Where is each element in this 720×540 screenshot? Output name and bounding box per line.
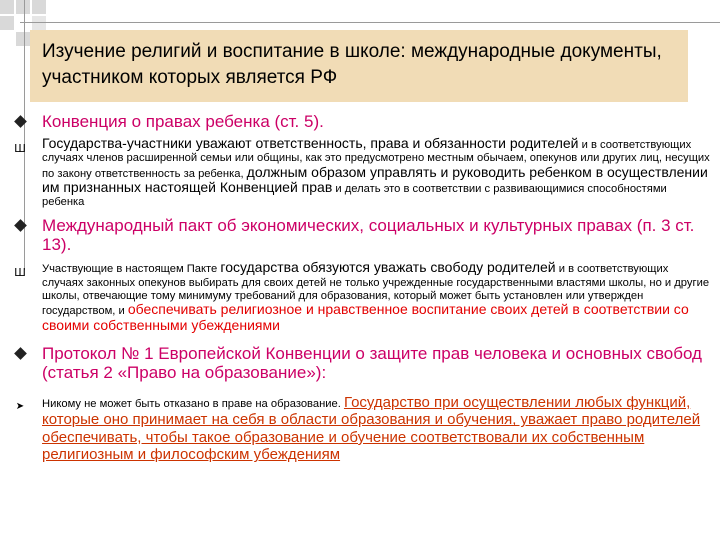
- item-paragraph: [42, 137, 712, 209]
- list-item: [0, 216, 720, 254]
- item-heading: Протокол № 1 Европейской Конвенции о защите прав человека и основных свобод (статья 2 «Право на образование»):: [42, 343, 702, 382]
- diamond-bullet-icon: [13, 348, 27, 358]
- paragraph-part: Государства-участники уважают ответственность, права и обязанности родителей: [42, 135, 579, 151]
- item-paragraph: [42, 261, 712, 333]
- square-bullet-icon: Ш: [14, 142, 26, 155]
- deco-square: [0, 16, 14, 30]
- square-bullet-icon: Ш: [14, 266, 26, 280]
- paragraph-part: и делать это в соответствии с развивающимися способностями ребенка: [42, 182, 667, 209]
- list-item: [0, 137, 720, 209]
- title-box: [30, 30, 688, 102]
- diamond-bullet-icon: [13, 220, 27, 230]
- deco-square: [0, 0, 14, 14]
- paragraph-part-highlight: Государство при осуществлении любых функций, которые оно принимает на себя в области образования и обучения, уважает право родителей обеспечивать, чтобы такое образование и обучение соответствовали их собственным религиозным и философским убеждениям: [42, 393, 701, 464]
- item-heading: Конвенция о правах ребенка (ст. 5).: [42, 112, 324, 131]
- deco-square: [16, 32, 30, 46]
- paragraph-part: Никому не может быть отказано в праве на образование.: [42, 397, 341, 410]
- paragraph-part: должным образом управлять и руководить ребенком в осуществлении им признанных настоящей Конвенцией прав: [42, 163, 708, 195]
- slide-title: Изучение религий и воспитание в школе: международные документы, участником которых является РФ: [42, 41, 662, 88]
- paragraph-part: и в соответствующих случаях законных опекунов выбирать для своих детей не только учрежденные государственными властями школы, но и другие школы, отвечающие тому минимуму требований для образования, который может быть установлен или утвержден государством, и: [42, 263, 710, 318]
- slide-content: [0, 110, 720, 464]
- list-item: [0, 261, 720, 333]
- diamond-bullet-icon: [13, 116, 27, 126]
- paragraph-part-highlight: обеспечивать религиозное и нравственное воспитание своих детей в соответствии со своими собственными убеждениями: [42, 301, 689, 333]
- deco-square: [16, 0, 30, 14]
- arrow-bullet-icon: ➤: [15, 400, 25, 412]
- list-item: [0, 344, 720, 382]
- paragraph-part: и в соответствующих случаях членов расширенной семьи или общины, как это предусмотрено местным обычаем, опекунов или других лиц, несущих по закону ответственность за ребенка,: [42, 139, 710, 180]
- list-item: [0, 112, 720, 131]
- item-paragraph: [42, 394, 712, 464]
- deco-line-horizontal: [20, 22, 720, 23]
- deco-square: [32, 16, 46, 30]
- list-item: [0, 394, 720, 464]
- paragraph-part: государства обязуются уважать свободу родителей: [220, 259, 556, 276]
- paragraph-part: Участвующие в настоящем Пакте: [42, 263, 218, 276]
- deco-square: [32, 0, 46, 14]
- item-heading: Международный пакт об экономических, социальных и культурных правах (п. 3 ст. 13).: [42, 216, 695, 255]
